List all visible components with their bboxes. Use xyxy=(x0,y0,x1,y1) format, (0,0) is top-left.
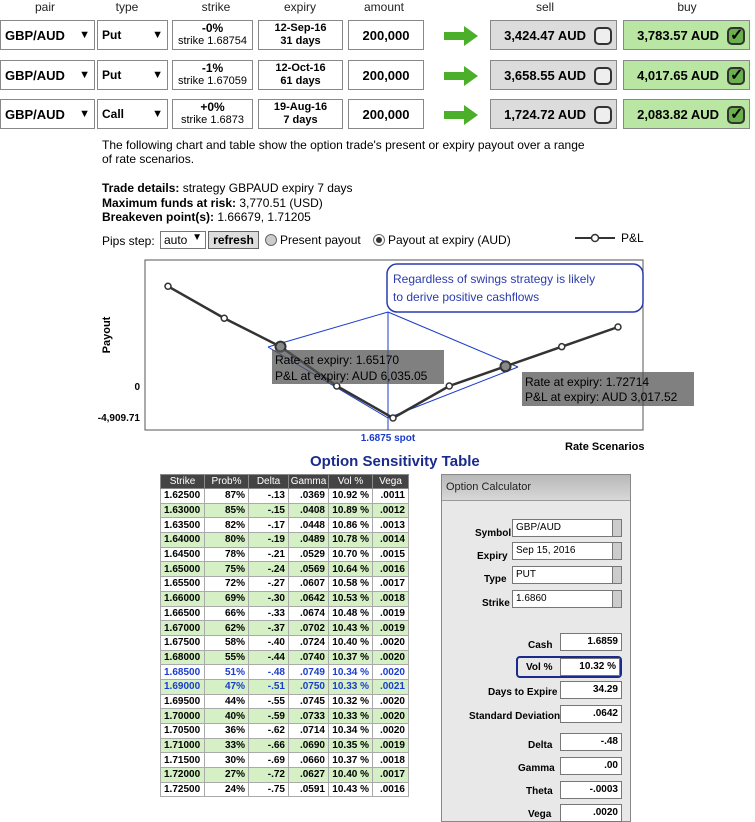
breakeven-value: 1.66679, 1.71205 xyxy=(214,210,311,224)
table-cell: .0013 xyxy=(373,518,409,533)
type-select[interactable] xyxy=(97,60,168,90)
chevron-down-icon: ▼ xyxy=(79,29,90,41)
table-cell: 40% xyxy=(205,709,249,724)
table-cell: 1.66000 xyxy=(161,591,205,606)
table-row xyxy=(161,606,409,621)
table-cell: .0702 xyxy=(289,621,329,636)
col-header-pair: pair xyxy=(34,0,55,14)
table-cell: 10.43 % xyxy=(329,621,373,636)
table-cell: -.37 xyxy=(249,621,289,636)
sell-checkbox[interactable] xyxy=(594,27,612,45)
expiry-label: Expiry xyxy=(477,551,508,562)
table-cell: 1.70000 xyxy=(161,709,205,724)
table-cell: 1.68500 xyxy=(161,665,205,680)
table-row xyxy=(161,679,409,694)
table-cell: -.40 xyxy=(249,635,289,650)
arrow-right-icon[interactable] xyxy=(444,105,478,125)
expiry-days: 61 days xyxy=(280,75,321,87)
table-cell: .0017 xyxy=(373,768,409,783)
table-header: Vega xyxy=(373,475,409,489)
legend-label: P&L xyxy=(621,231,644,245)
table-cell: .0020 xyxy=(373,665,409,680)
pair-select[interactable] xyxy=(0,60,95,90)
y-axis-label: Payout xyxy=(101,316,113,354)
table-cell: .0745 xyxy=(289,694,329,709)
table-cell: 47% xyxy=(205,679,249,694)
table-cell: 10.40 % xyxy=(329,635,373,650)
y-tick-min: -4,909.71 xyxy=(97,413,140,424)
present-payout-label: Present payout xyxy=(280,233,361,247)
table-row xyxy=(161,768,409,783)
table-cell: 10.37 % xyxy=(329,753,373,768)
pair-value: GBP/AUD xyxy=(5,67,65,83)
table-row xyxy=(161,621,409,636)
strike-field[interactable] xyxy=(172,20,253,50)
table-cell: .0019 xyxy=(373,606,409,621)
vega-label: Vega xyxy=(528,809,552,820)
col-header-type: type xyxy=(115,0,139,14)
max-funds-label: Maximum funds at risk: xyxy=(102,196,237,210)
table-row xyxy=(161,547,409,562)
table-cell: .0740 xyxy=(289,650,329,665)
pips-step-label: Pips step: xyxy=(102,234,155,248)
sensitivity-table xyxy=(160,474,409,797)
sell-checkbox[interactable] xyxy=(594,67,612,85)
table-cell: .0733 xyxy=(289,709,329,724)
sell-price: 3,424.47 AUD xyxy=(504,27,586,43)
trade-row xyxy=(0,99,755,131)
dte-field[interactable]: 34.29 xyxy=(560,681,622,699)
table-row xyxy=(161,577,409,592)
buy-checkbox[interactable] xyxy=(727,106,745,124)
sell-price-button[interactable] xyxy=(490,99,617,129)
table-cell: 72% xyxy=(205,577,249,592)
table-row xyxy=(161,782,409,797)
table-cell: 44% xyxy=(205,694,249,709)
strike-pct: -1% xyxy=(201,61,224,75)
tooltip-right-rate: Rate at expiry: 1.72714 xyxy=(525,375,650,389)
arrow-right-icon[interactable] xyxy=(444,66,478,86)
table-cell: .0020 xyxy=(373,709,409,724)
table-row xyxy=(161,635,409,650)
delta-label: Delta xyxy=(528,740,553,751)
spot-label: 1.6875 spot xyxy=(360,433,416,444)
symbol-label: Symbol xyxy=(475,528,512,539)
table-cell: -.13 xyxy=(249,489,289,504)
pl-data-point[interactable] xyxy=(501,361,511,371)
table-cell: 1.62500 xyxy=(161,489,205,504)
expiry-date: 12-Sep-16 xyxy=(274,22,327,34)
expiry-field[interactable] xyxy=(258,99,343,129)
strike-pct: -0% xyxy=(201,21,224,35)
table-cell: .0724 xyxy=(289,635,329,650)
pips-step-value: auto xyxy=(164,233,188,247)
sd-label: Standard Deviation xyxy=(469,711,561,722)
chevron-down-icon: ▼ xyxy=(152,29,163,41)
pl-data-point[interactable] xyxy=(165,283,171,289)
table-cell: -.55 xyxy=(249,694,289,709)
table-cell: .0015 xyxy=(373,547,409,562)
type-value: Put xyxy=(102,28,122,42)
table-row xyxy=(161,753,409,768)
table-header: Gamma xyxy=(289,475,329,489)
vega-field[interactable]: .0020 xyxy=(560,804,622,822)
sell-price: 3,658.55 AUD xyxy=(504,67,586,83)
intro-line-1: The following chart and table show the option trade's present or expiry payout over a range xyxy=(102,138,585,152)
table-cell: 1.64500 xyxy=(161,547,205,562)
table-row xyxy=(161,694,409,709)
type-label: Type xyxy=(484,574,507,585)
table-cell: 62% xyxy=(205,621,249,636)
table-cell: 1.65000 xyxy=(161,562,205,577)
table-cell: 10.92 % xyxy=(329,489,373,504)
table-cell: .0020 xyxy=(373,650,409,665)
table-cell: .0642 xyxy=(289,591,329,606)
table-cell: .0660 xyxy=(289,753,329,768)
vol-label: Vol % xyxy=(526,662,553,673)
table-cell: .0627 xyxy=(289,768,329,783)
table-cell: 1.66500 xyxy=(161,606,205,621)
table-cell: .0018 xyxy=(373,591,409,606)
max-funds xyxy=(102,196,323,210)
strike-value: strike 1.67059 xyxy=(177,75,248,87)
table-cell: .0012 xyxy=(373,503,409,518)
table-cell: .0750 xyxy=(289,679,329,694)
table-cell: .0674 xyxy=(289,606,329,621)
table-cell: -.30 xyxy=(249,591,289,606)
table-cell: 27% xyxy=(205,768,249,783)
type-select[interactable] xyxy=(97,99,168,129)
gamma-label: Gamma xyxy=(518,763,555,774)
table-cell: .0591 xyxy=(289,782,329,797)
buy-price-button[interactable] xyxy=(623,60,750,90)
table-cell: 10.40 % xyxy=(329,768,373,783)
chevron-down-icon: ▼ xyxy=(152,108,163,120)
table-row xyxy=(161,650,409,665)
table-cell: 1.67000 xyxy=(161,621,205,636)
table-cell: -.69 xyxy=(249,753,289,768)
table-cell: 10.33 % xyxy=(329,709,373,724)
buy-price-button[interactable] xyxy=(623,20,750,50)
table-cell: 10.86 % xyxy=(329,518,373,533)
vol-field[interactable]: 10.32 % xyxy=(560,658,620,676)
col-header-amount: amount xyxy=(363,0,405,14)
table-cell: .0018 xyxy=(373,753,409,768)
table-cell: .0021 xyxy=(373,679,409,694)
sell-price-button[interactable] xyxy=(490,20,617,50)
table-cell: 69% xyxy=(205,591,249,606)
tooltip-right xyxy=(522,372,694,406)
table-cell: 1.71000 xyxy=(161,738,205,753)
expiry-payout-label: Payout at expiry (AUD) xyxy=(388,233,511,247)
pl-data-point[interactable] xyxy=(221,315,227,321)
table-cell: -.17 xyxy=(249,518,289,533)
amount-field[interactable]: 200,000 xyxy=(348,60,424,90)
table-cell: 55% xyxy=(205,650,249,665)
table-row xyxy=(161,724,409,739)
table-row xyxy=(161,518,409,533)
expiry-days: 31 days xyxy=(280,35,321,47)
table-cell: -.66 xyxy=(249,738,289,753)
strike-value: strike 1.68754 xyxy=(177,35,248,47)
table-cell: 10.48 % xyxy=(329,606,373,621)
delta-field[interactable]: -.48 xyxy=(560,733,622,751)
table-cell: 1.68000 xyxy=(161,650,205,665)
table-cell: 33% xyxy=(205,738,249,753)
pl-data-point[interactable] xyxy=(559,344,565,350)
table-cell: 10.78 % xyxy=(329,533,373,548)
table-cell: 10.34 % xyxy=(329,665,373,680)
table-cell: .0014 xyxy=(373,533,409,548)
col-header-strike: strike xyxy=(201,0,231,14)
table-cell: 75% xyxy=(205,562,249,577)
table-cell: 1.67500 xyxy=(161,635,205,650)
chevron-down-icon: ▼ xyxy=(152,69,163,81)
table-cell: 1.69500 xyxy=(161,694,205,709)
table-cell: 10.70 % xyxy=(329,547,373,562)
cash-label: Cash xyxy=(528,640,553,651)
chevron-down-icon: ▼ xyxy=(79,108,90,120)
tooltip-left-pl: P&L at expiry: AUD 6,035.05 xyxy=(275,369,428,383)
table-cell: -.59 xyxy=(249,709,289,724)
table-cell: -.62 xyxy=(249,724,289,739)
table-row xyxy=(161,591,409,606)
table-cell: 24% xyxy=(205,782,249,797)
table-cell: -.19 xyxy=(249,533,289,548)
sell-price: 1,724.72 AUD xyxy=(504,106,586,122)
table-cell: .0489 xyxy=(289,533,329,548)
col-header-expiry: expiry xyxy=(283,0,316,14)
expiry-field[interactable] xyxy=(258,60,343,90)
table-cell: 30% xyxy=(205,753,249,768)
strike-field[interactable] xyxy=(172,99,253,129)
table-cell: 1.63000 xyxy=(161,503,205,518)
table-cell: 1.64000 xyxy=(161,533,205,548)
type-field[interactable] xyxy=(512,566,622,584)
table-cell: 82% xyxy=(205,518,249,533)
trade-details-value: strategy GBPAUD expiry 7 days xyxy=(179,181,353,195)
expiry-date: 12-Oct-16 xyxy=(275,62,326,74)
annotation-box xyxy=(387,264,643,312)
symbol-value: GBP/AUD xyxy=(516,522,562,533)
expiry-field[interactable] xyxy=(512,542,622,560)
table-cell: -.21 xyxy=(249,547,289,562)
pl-data-point[interactable] xyxy=(390,415,396,421)
table-cell: 78% xyxy=(205,547,249,562)
table-header: Prob% xyxy=(205,475,249,489)
table-cell: 1.69000 xyxy=(161,679,205,694)
expiry-days: 7 days xyxy=(283,114,318,126)
table-header: Delta xyxy=(249,475,289,489)
payout-chart xyxy=(0,226,755,456)
table-cell: .0016 xyxy=(373,782,409,797)
y-tick-zero: 0 xyxy=(134,382,140,393)
type-value: Call xyxy=(102,107,125,121)
buy-price: 4,017.65 AUD xyxy=(637,67,719,83)
strike-field[interactable] xyxy=(512,590,622,608)
strike-label: Strike xyxy=(482,598,510,609)
table-cell: .0019 xyxy=(373,738,409,753)
table-cell: 1.63500 xyxy=(161,518,205,533)
calculator-title: Option Calculator xyxy=(442,475,630,501)
table-cell: .0529 xyxy=(289,547,329,562)
breakeven xyxy=(102,210,311,224)
amount-field[interactable]: 200,000 xyxy=(348,20,424,50)
buy-checkbox[interactable] xyxy=(727,67,745,85)
table-cell: 10.43 % xyxy=(329,782,373,797)
buy-price: 3,783.57 AUD xyxy=(637,27,719,43)
trade-details-label: Trade details: xyxy=(102,181,180,195)
table-row xyxy=(161,562,409,577)
table-cell: .0017 xyxy=(373,577,409,592)
table-cell: -.24 xyxy=(249,562,289,577)
dte-label: Days to Expire xyxy=(488,687,558,698)
trade-details xyxy=(102,181,353,195)
option-calculator xyxy=(441,474,631,822)
tooltip-right-pl: P&L at expiry: AUD 3,017.52 xyxy=(525,390,678,404)
trade-row xyxy=(0,20,755,52)
table-cell: -.27 xyxy=(249,577,289,592)
chevron-down-icon: ▼ xyxy=(79,69,90,81)
col-header-buy: buy xyxy=(677,0,697,14)
table-cell: -.75 xyxy=(249,782,289,797)
strike-field[interactable] xyxy=(172,60,253,90)
legend xyxy=(575,231,644,245)
table-cell: .0408 xyxy=(289,503,329,518)
table-cell: .0690 xyxy=(289,738,329,753)
pair-select[interactable] xyxy=(0,99,95,129)
table-cell: .0020 xyxy=(373,724,409,739)
table-cell: -.51 xyxy=(249,679,289,694)
table-cell: .0448 xyxy=(289,518,329,533)
table-cell: .0020 xyxy=(373,694,409,709)
table-cell: 10.58 % xyxy=(329,577,373,592)
table-row xyxy=(161,533,409,548)
max-funds-value: 3,770.51 (USD) xyxy=(236,196,323,210)
expiry-date: 19-Aug-16 xyxy=(273,101,328,113)
intro-line-2: of rate scenarios. xyxy=(102,152,195,166)
cash-field[interactable]: 1.6859 xyxy=(560,633,622,651)
table-cell: 1.72500 xyxy=(161,782,205,797)
annotation-line-2: to derive positive cashflows xyxy=(393,290,540,304)
sell-price-button[interactable] xyxy=(490,60,617,90)
breakeven-label: Breakeven point(s): xyxy=(102,210,215,224)
table-cell: 66% xyxy=(205,606,249,621)
type-select[interactable] xyxy=(97,20,168,50)
x-axis-label: Rate Scenarios xyxy=(565,441,645,453)
pl-data-point[interactable] xyxy=(615,324,621,330)
strike-value: strike 1.6873 xyxy=(181,114,244,126)
table-cell: .0607 xyxy=(289,577,329,592)
trade-row xyxy=(0,60,755,92)
tooltip-left xyxy=(272,350,444,384)
buy-checkbox[interactable] xyxy=(727,27,745,45)
buy-price-button[interactable] xyxy=(623,99,750,129)
theta-label: Theta xyxy=(526,786,553,797)
table-cell: -.15 xyxy=(249,503,289,518)
table-cell: -.72 xyxy=(249,768,289,783)
table-row xyxy=(161,489,409,504)
expiry-value: Sep 15, 2016 xyxy=(516,545,576,556)
table-row xyxy=(161,709,409,724)
table-header: Vol % xyxy=(329,475,373,489)
table-cell: .0369 xyxy=(289,489,329,504)
theta-field[interactable]: -.0003 xyxy=(560,781,622,799)
strike-value: 1.6860 xyxy=(516,593,547,604)
table-cell: .0569 xyxy=(289,562,329,577)
gamma-field[interactable]: .00 xyxy=(560,757,622,775)
table-cell: 10.35 % xyxy=(329,738,373,753)
table-cell: 58% xyxy=(205,635,249,650)
table-cell: .0011 xyxy=(373,489,409,504)
pl-data-point[interactable] xyxy=(446,383,452,389)
table-cell: 10.34 % xyxy=(329,724,373,739)
table-cell: 51% xyxy=(205,665,249,680)
table-cell: .0020 xyxy=(373,635,409,650)
type-value: Put xyxy=(102,68,122,82)
col-header-sell: sell xyxy=(535,0,554,14)
table-cell: 10.32 % xyxy=(329,694,373,709)
table-row xyxy=(161,738,409,753)
pair-value: GBP/AUD xyxy=(5,106,65,122)
table-cell: 1.65500 xyxy=(161,577,205,592)
table-cell: 10.89 % xyxy=(329,503,373,518)
amount-field[interactable]: 200,000 xyxy=(348,99,424,129)
table-row xyxy=(161,665,409,680)
arrow-right-icon[interactable] xyxy=(444,26,478,46)
tooltip-left-rate: Rate at expiry: 1.65170 xyxy=(275,353,400,367)
table-cell: 1.72000 xyxy=(161,768,205,783)
table-cell: 10.64 % xyxy=(329,562,373,577)
table-cell: -.44 xyxy=(249,650,289,665)
table-cell: 10.53 % xyxy=(329,591,373,606)
pair-value: GBP/AUD xyxy=(5,27,65,43)
chevron-down-icon: ▼ xyxy=(192,232,202,243)
table-cell: 1.71500 xyxy=(161,753,205,768)
buy-price: 2,083.82 AUD xyxy=(637,106,719,122)
table-cell: .0016 xyxy=(373,562,409,577)
table-cell: 80% xyxy=(205,533,249,548)
table-header: Strike xyxy=(161,475,205,489)
sensitivity-table-title: Option Sensitivity Table xyxy=(310,453,480,470)
table-cell: 10.37 % xyxy=(329,650,373,665)
strike-pct: +0% xyxy=(200,100,225,114)
table-cell: .0019 xyxy=(373,621,409,636)
table-row xyxy=(161,503,409,518)
table-cell: 10.33 % xyxy=(329,679,373,694)
annotation-line-1: Regardless of swings strategy is likely xyxy=(393,272,596,286)
type-value: PUT xyxy=(516,569,536,580)
sell-checkbox[interactable] xyxy=(594,106,612,124)
table-cell: 36% xyxy=(205,724,249,739)
table-cell: -.48 xyxy=(249,665,289,680)
symbol-field[interactable] xyxy=(512,519,622,537)
refresh-button[interactable]: refresh xyxy=(208,231,259,249)
table-cell: 87% xyxy=(205,489,249,504)
expiry-field[interactable] xyxy=(258,20,343,50)
sd-field[interactable]: .0642 xyxy=(560,705,622,723)
table-cell: 85% xyxy=(205,503,249,518)
table-cell: .0714 xyxy=(289,724,329,739)
table-cell: 1.70500 xyxy=(161,724,205,739)
table-cell: .0749 xyxy=(289,665,329,680)
table-cell: -.33 xyxy=(249,606,289,621)
pair-select[interactable] xyxy=(0,20,95,50)
